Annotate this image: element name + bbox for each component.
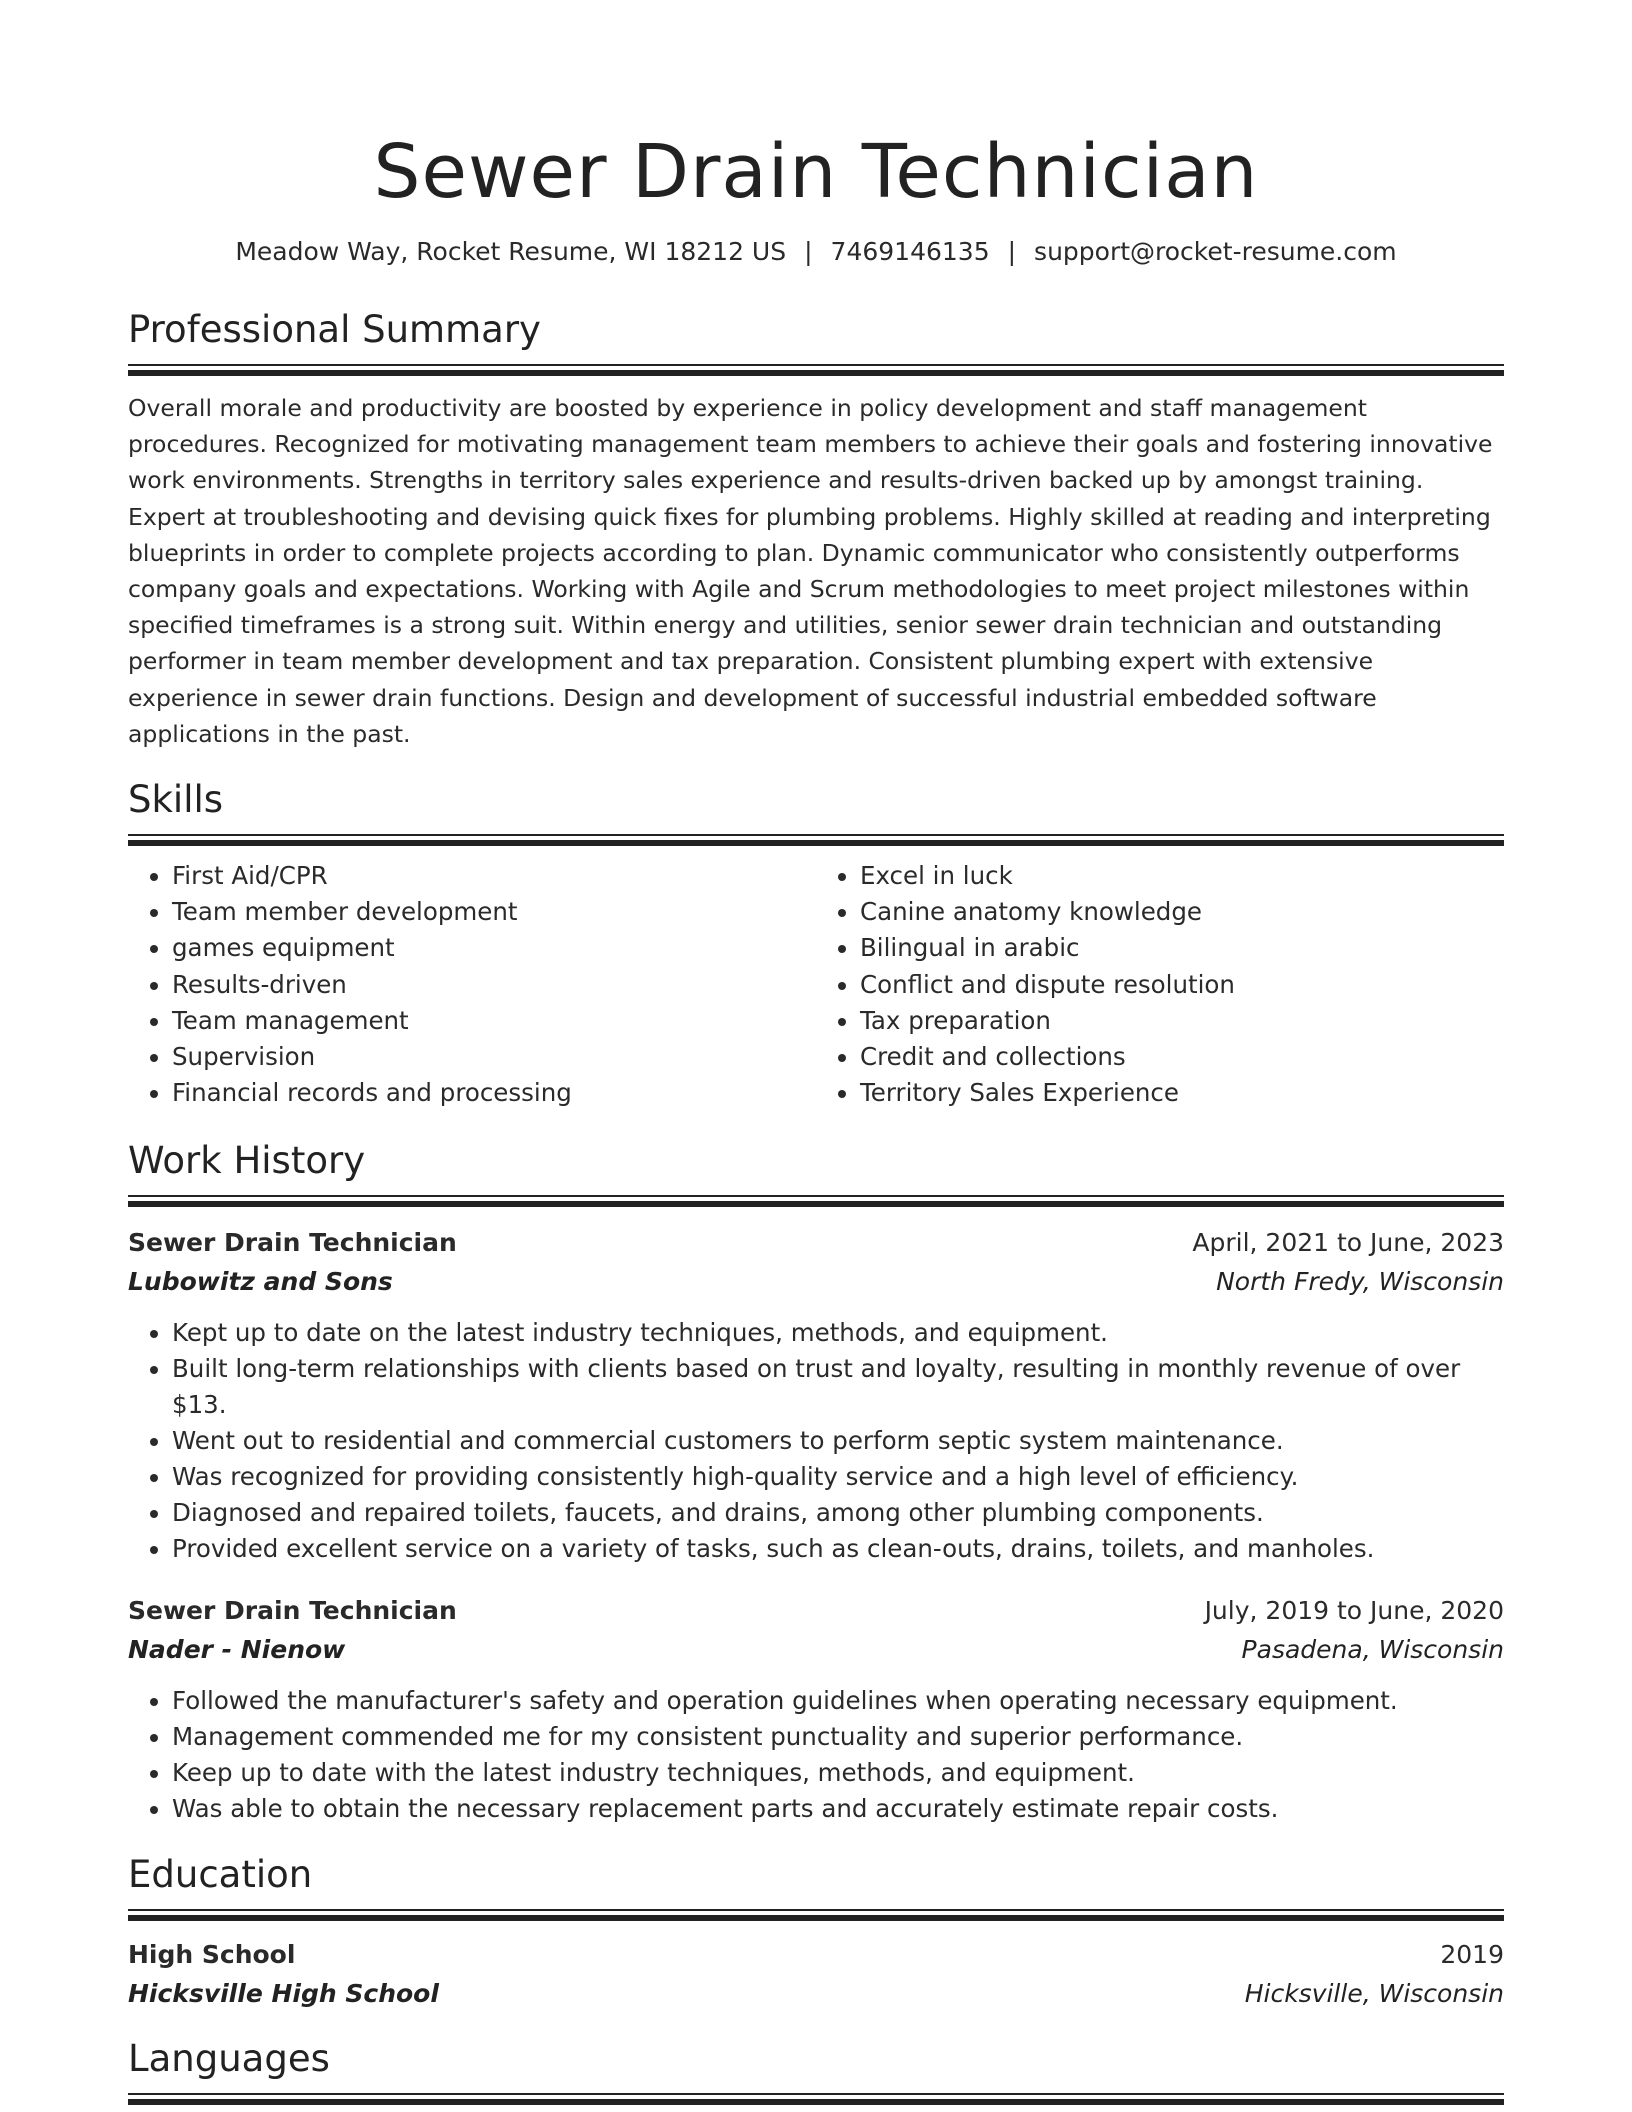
contact-separator: | bbox=[804, 237, 813, 266]
education-header bbox=[128, 1935, 1504, 1974]
job-bullet: • Diagnosed and repaired toilets, faucets, and drains, among other plumbing components. bbox=[172, 1495, 1504, 1531]
education-location: Hicksville, Wisconsin bbox=[1244, 1979, 1504, 2009]
section-title-skills: Skills bbox=[128, 778, 224, 822]
summary-text: Overall morale and productivity are boosted by experience in policy development and staff management procedures. Recognized for motivating management team members to achieve their goals and fostering innovative work environments. Strengths in territory sales experience and results-driven backed up by amongst training. Expert at troubleshooting and devising quick fixes for plumbing problems. Highly skilled at reading and interpreting blueprints in order to complete projects according to plan. Dynamic communicator who consistently outperforms company goals and expectations. Working with Agile and Scrum methodologies to meet project milestones within specified timeframes is a strong suit. Within energy and utilities, senior sewer drain technician and outstanding performer in team member development and tax preparation. Consistent plumbing expert with extensive experience in sewer drain functions. Design and development of successful industrial embedded software applications in the past. bbox=[128, 394, 1493, 748]
skill-item: • Bilingual in arabic bbox=[860, 930, 1504, 966]
job-dates: April, 2021 to June, 2023 bbox=[1192, 1228, 1504, 1258]
skill-item: • Conflict and dispute resolution bbox=[860, 967, 1504, 1003]
section-title-summary: Professional Summary bbox=[128, 308, 541, 351]
section-divider bbox=[128, 2093, 1504, 2105]
skills-column-left bbox=[128, 858, 816, 1111]
education-subheader bbox=[128, 1974, 1504, 2013]
education-degree: High School bbox=[128, 1940, 296, 1970]
skill-item: • Credit and collections bbox=[860, 1039, 1504, 1075]
job-entry bbox=[128, 1223, 1504, 1567]
job-location: North Fredy, Wisconsin bbox=[1216, 1267, 1504, 1297]
skill-item: • games equipment bbox=[172, 930, 816, 966]
skill-item: • Results-driven bbox=[172, 967, 816, 1003]
resume-page bbox=[128, 0, 1504, 2105]
job-subheader bbox=[128, 1262, 1504, 1301]
job-subheader bbox=[128, 1630, 1504, 1669]
job-dates: July, 2019 to June, 2020 bbox=[1204, 1596, 1504, 1626]
job-bullet: • Management commended me for my consistent punctuality and superior performance. bbox=[172, 1719, 1504, 1755]
job-title: Sewer Drain Technician bbox=[128, 1596, 457, 1626]
section-title-education: Education bbox=[128, 1853, 313, 1897]
job-bullets bbox=[128, 1315, 1504, 1567]
education-school: Hicksville High School bbox=[128, 1979, 439, 2009]
skill-item: • Team management bbox=[172, 1003, 816, 1039]
skill-item: • Team member development bbox=[172, 894, 816, 930]
job-bullet: • Was recognized for providing consistently high-quality service and a high level of efficiency. bbox=[172, 1459, 1504, 1495]
job-bullet: • Keep up to date with the latest industry techniques, methods, and equipment. bbox=[172, 1755, 1504, 1791]
section-divider bbox=[128, 834, 1504, 846]
job-company: Lubowitz and Sons bbox=[128, 1267, 393, 1297]
job-bullet: • Built long-term relationships with clients based on trust and loyalty, resulting in monthly revenue of over $13. bbox=[172, 1351, 1504, 1423]
section-title-work: Work History bbox=[128, 1139, 366, 1183]
section-divider bbox=[128, 364, 1504, 376]
job-header bbox=[128, 1223, 1504, 1262]
job-bullets bbox=[128, 1683, 1504, 1827]
contact-phone: 7469146135 bbox=[830, 237, 990, 266]
job-entry bbox=[128, 1591, 1504, 1827]
job-location: Pasadena, Wisconsin bbox=[1241, 1635, 1504, 1665]
skill-item: • Excel in luck bbox=[860, 858, 1504, 894]
skill-item: • Territory Sales Experience bbox=[860, 1075, 1504, 1111]
job-title: Sewer Drain Technician bbox=[128, 1228, 457, 1258]
job-bullet: • Kept up to date on the latest industry techniques, methods, and equipment. bbox=[172, 1315, 1504, 1351]
contact-address: Meadow Way, Rocket Resume, WI 18212 US bbox=[235, 237, 787, 266]
job-bullet: • Provided excellent service on a variety of tasks, such as clean-outs, drains, toilets, and manholes. bbox=[172, 1531, 1504, 1567]
job-bullet: • Went out to residential and commercial customers to perform septic system maintenance. bbox=[172, 1423, 1504, 1459]
resume-name: Sewer Drain Technician bbox=[373, 129, 1259, 215]
education-year: 2019 bbox=[1440, 1940, 1504, 1970]
education-entry bbox=[128, 1935, 1504, 2013]
job-bullet: • Followed the manufacturer's safety and operation guidelines when operating necessary equipment. bbox=[172, 1683, 1504, 1719]
skill-item: • First Aid/CPR bbox=[172, 858, 816, 894]
contact-separator: | bbox=[1007, 237, 1017, 266]
contact-line bbox=[128, 234, 1504, 270]
skill-item: • Canine anatomy knowledge bbox=[860, 894, 1504, 930]
skill-item: • Tax preparation bbox=[860, 1003, 1504, 1039]
job-bullet: • Was able to obtain the necessary replacement parts and accurately estimate repair costs. bbox=[172, 1791, 1504, 1827]
job-header bbox=[128, 1591, 1504, 1630]
section-divider bbox=[128, 1195, 1504, 1207]
section-title-languages: Languages bbox=[128, 2037, 330, 2081]
skills-grid bbox=[128, 858, 1504, 1111]
job-company: Nader - Nienow bbox=[128, 1635, 346, 1665]
section-divider bbox=[128, 1909, 1504, 1921]
skills-column-right bbox=[816, 858, 1504, 1111]
contact-email: support@rocket-resume.com bbox=[1034, 237, 1397, 266]
skill-item: • Supervision bbox=[172, 1039, 816, 1075]
skill-item: • Financial records and processing bbox=[172, 1075, 816, 1111]
